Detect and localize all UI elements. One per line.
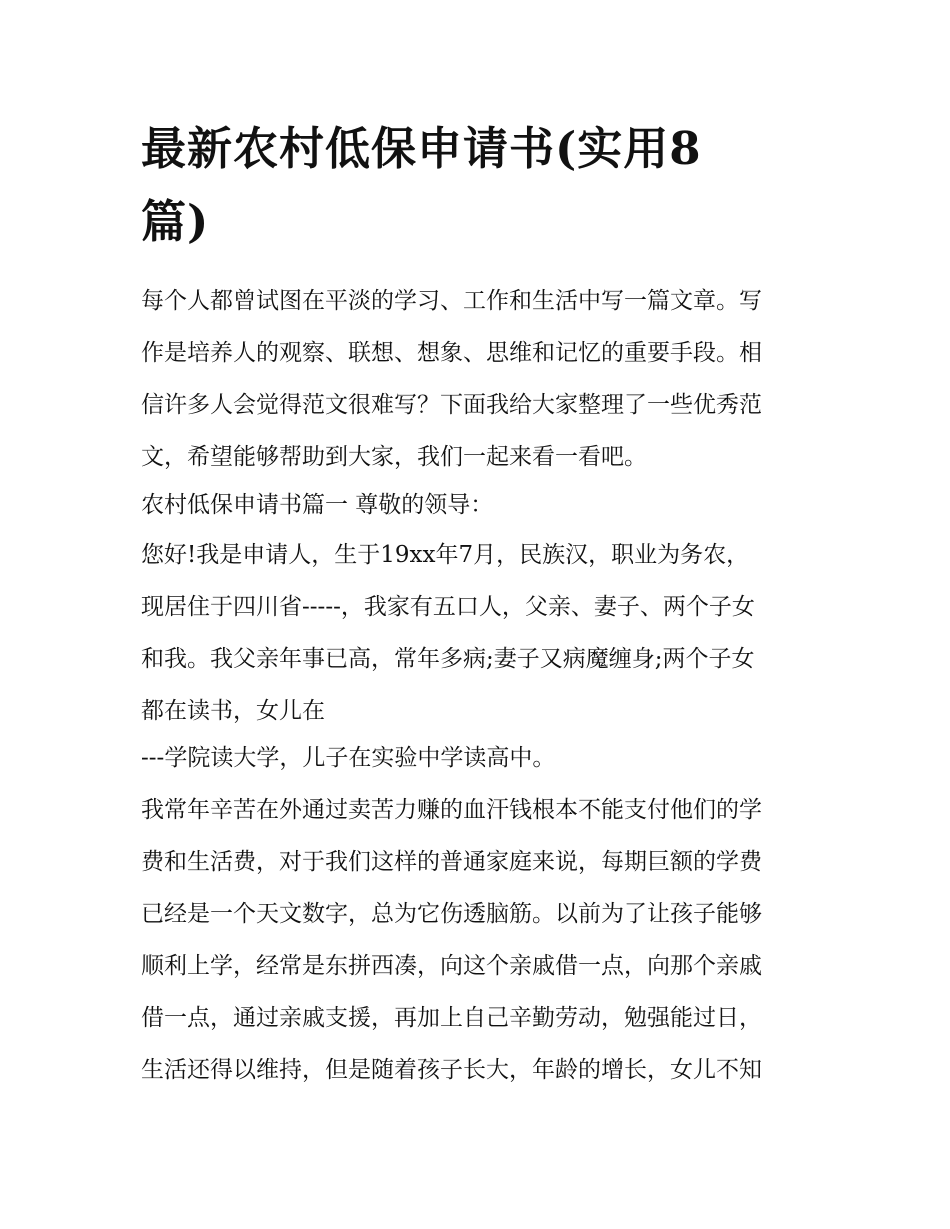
letter-line: 都在读书，女儿在	[141, 698, 325, 724]
letter-paragraph	[141, 529, 813, 737]
letter-line: 现居住于四川省-----，我家有五口人，父亲、妻子、两个子女	[141, 594, 755, 620]
paragraph-line: 已经是一个天文数字，总为它伤透脑筋。以前为了让孩子能够	[141, 901, 762, 927]
intro-line: 作是培养人的观察、联想、想象、思维和记忆的重要手段。相	[141, 340, 762, 366]
letter-line: 您好!我是申请人，生于19xx年7月，民族汉，职业为务农，	[141, 542, 750, 568]
paragraph-line: 生活还得以维持，但是随着孩子长大，年龄的增长，女儿不知	[141, 1057, 762, 1083]
body-paragraph	[141, 784, 813, 1096]
document-title	[141, 112, 801, 258]
section-heading-block	[141, 479, 813, 531]
section-heading: 农村低保申请书篇一 尊敬的领导：	[141, 492, 494, 518]
paragraph-line: 借一点，通过亲戚支援，再加上自己辛勤劳动，勉强能过日，	[141, 1005, 762, 1031]
paragraph-line: 费和生活费，对于我们这样的普通家庭来说，每期巨额的学费	[141, 849, 762, 875]
letter-paragraph-continued	[141, 732, 813, 784]
paragraph-line: 我常年辛苦在外通过卖苦力赚的血汗钱根本不能支付他们的学	[141, 797, 762, 823]
letter-line: 和我。我父亲年事已高，常年多病;妻子又病魔缠身;两个子女	[141, 646, 755, 672]
paragraph-line: 顺利上学，经常是东拼西凑，向这个亲戚借一点，向那个亲戚	[141, 953, 762, 979]
title-line: 最新农村低保申请书(实用8	[141, 122, 702, 175]
intro-line: 每个人都曾试图在平淡的学习、工作和生活中写一篇文章。写	[141, 288, 762, 314]
intro-paragraph	[141, 275, 813, 483]
letter-line: ---学院读大学，儿子在实验中学读高中。	[141, 745, 556, 771]
title-line: 篇)	[141, 195, 210, 248]
intro-line: 信许多人会觉得范文很难写？下面我给大家整理了一些优秀范	[141, 392, 762, 418]
intro-line: 文，希望能够帮助到大家，我们一起来看一看吧。	[141, 444, 647, 470]
